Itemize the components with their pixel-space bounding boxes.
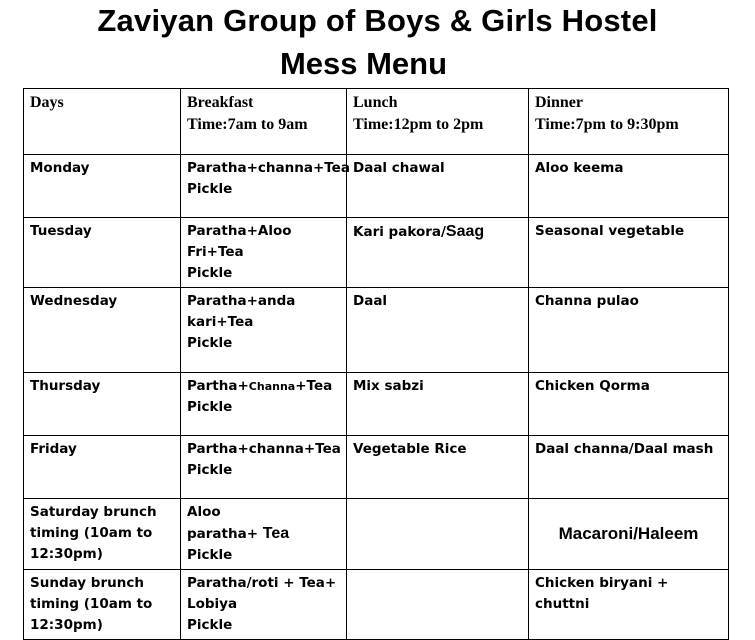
header-breakfast-label: Breakfast xyxy=(187,94,254,111)
breakfast-item: Paratha+anda xyxy=(187,293,296,309)
lunch-item: Vegetable Rice xyxy=(353,441,467,457)
header-dinner xyxy=(529,89,729,155)
header-days xyxy=(24,89,181,155)
day-label: Monday xyxy=(30,160,90,176)
lunch-item: Daal xyxy=(353,293,388,309)
breakfast-item: Pickle xyxy=(187,265,233,281)
breakfast-item: Pickle xyxy=(187,399,233,415)
lunch-item: Daal chawal xyxy=(353,160,445,176)
day-cell xyxy=(24,373,181,436)
day-label: Wednesday xyxy=(30,293,118,309)
header-days-label: Days xyxy=(30,94,64,111)
day-cell xyxy=(24,218,181,288)
breakfast-item: Lobiya xyxy=(187,596,238,612)
breakfast-item: Paratha+channa+Tea xyxy=(187,160,350,176)
header-dinner-label: Dinner xyxy=(535,94,583,111)
lunch-item-extra: Saag xyxy=(445,223,485,240)
breakfast-cell xyxy=(181,436,347,499)
dinner-item: Chicken Qorma xyxy=(535,378,650,394)
dinner-cell xyxy=(529,218,729,288)
dinner-item: Seasonal vegetable xyxy=(535,223,685,239)
header-lunch xyxy=(347,89,529,155)
day-label: Friday xyxy=(30,441,77,457)
mess-menu-table xyxy=(23,88,729,640)
header-lunch-label: Lunch xyxy=(353,94,398,111)
breakfast-cell xyxy=(181,288,347,373)
day-label: 12:30pm) xyxy=(30,546,103,562)
lunch-cell xyxy=(347,288,529,373)
breakfast-item: kari+Tea xyxy=(187,314,254,330)
lunch-cell xyxy=(347,373,529,436)
breakfast-part: paratha+ xyxy=(187,526,263,542)
breakfast-cell xyxy=(181,218,347,288)
dinner-cell xyxy=(529,373,729,436)
day-cell xyxy=(24,155,181,218)
header-lunch-time: Time:12pm to 2pm xyxy=(353,116,484,133)
day-cell xyxy=(24,570,181,640)
dinner-cell xyxy=(529,288,729,373)
dinner-item: Macaroni/Haleem xyxy=(558,523,699,543)
breakfast-item: Pickle xyxy=(187,617,233,633)
table-row xyxy=(24,570,729,640)
lunch-item: Kari pakora/ xyxy=(353,224,446,240)
table-row xyxy=(24,288,729,373)
lunch-cell xyxy=(347,218,529,288)
breakfast-item: Partha+channa+Tea xyxy=(187,441,341,457)
breakfast-item: Pickle xyxy=(187,181,233,197)
day-label: Sunday brunch xyxy=(30,575,144,591)
header-breakfast-time: Time:7am to 9am xyxy=(187,116,308,133)
table-row xyxy=(24,373,729,436)
dinner-item: Aloo keema xyxy=(535,160,624,176)
table-row xyxy=(24,218,729,288)
breakfast-item xyxy=(187,523,340,545)
breakfast-part: Partha+ xyxy=(187,378,249,394)
day-cell xyxy=(24,436,181,499)
table-row xyxy=(24,155,729,218)
dinner-item: Chicken biryani + chuttni xyxy=(535,575,669,612)
lunch-cell xyxy=(347,499,529,570)
day-label: timing (10am to xyxy=(30,596,153,612)
table-row xyxy=(24,436,729,499)
dinner-cell xyxy=(529,436,729,499)
dinner-item: Channa pulao xyxy=(535,293,639,309)
header-dinner-time: Time:7pm to 9:30pm xyxy=(535,116,679,133)
lunch-item: Mix sabzi xyxy=(353,378,424,394)
breakfast-item: Paratha+Aloo Fri+Tea xyxy=(187,223,292,260)
day-label: Thursday xyxy=(30,378,101,394)
breakfast-item: Aloo xyxy=(187,504,221,520)
day-label: 12:30pm) xyxy=(30,617,103,633)
breakfast-part-large: Tea xyxy=(262,525,290,542)
lunch-cell xyxy=(347,570,529,640)
dinner-item: Daal channa/Daal mash xyxy=(535,441,714,457)
breakfast-cell xyxy=(181,570,347,640)
day-label: Saturday brunch xyxy=(30,504,157,520)
dinner-cell xyxy=(529,570,729,640)
breakfast-cell xyxy=(181,373,347,436)
dinner-cell xyxy=(529,499,729,570)
breakfast-item: Paratha/roti + Tea+ xyxy=(187,575,337,591)
breakfast-part-small: Channa xyxy=(248,380,296,393)
breakfast-part: +Tea xyxy=(295,378,333,394)
breakfast-item xyxy=(187,376,340,397)
lunch-cell xyxy=(347,155,529,218)
breakfast-item: Pickle xyxy=(187,547,233,563)
header-breakfast xyxy=(181,89,347,155)
breakfast-cell xyxy=(181,499,347,570)
page-title: Zaviyan Group of Boys & Girls Hostel xyxy=(97,3,658,38)
breakfast-cell xyxy=(181,155,350,218)
day-label: timing (10am to xyxy=(30,525,153,541)
breakfast-item: Pickle xyxy=(187,462,233,478)
day-cell xyxy=(24,499,181,570)
page-subtitle: Mess Menu xyxy=(279,46,448,81)
dinner-cell xyxy=(529,155,729,218)
lunch-cell xyxy=(347,436,529,499)
header-row xyxy=(24,89,729,155)
breakfast-item: Pickle xyxy=(187,335,233,351)
day-label: Tuesday xyxy=(30,223,92,239)
day-cell xyxy=(24,288,181,373)
table-row xyxy=(24,499,729,570)
